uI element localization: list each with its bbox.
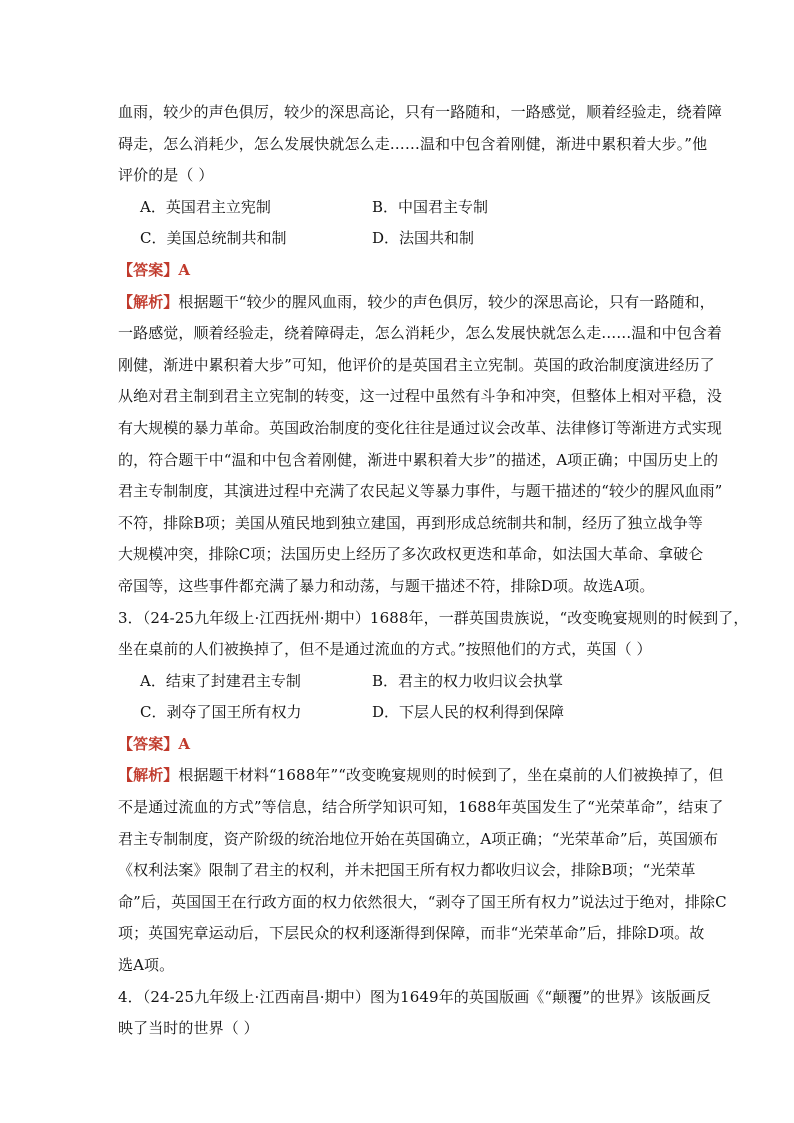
q2-stem-line-1: 血雨，较少的声色俱厉，较少的深思高论，只有一路随和，一路感觉，顺着经验走，绕着障 <box>118 103 723 121</box>
q3-analysis-line-2: 不是通过流血的方式”等信息，结合所学知识可知，1688年英国发生了“光荣革命”，结束了 <box>118 798 724 817</box>
q4-stem-line-1: 4．（24-25九年级上·江西南昌·期中）图为1649年的英国版画《“颠覆”的世界》该版画反 <box>118 987 711 1006</box>
analysis-text: 根据题干“较少的腥风血雨，较少的声色俱厉，较少的深思高论，只有一路随和， <box>178 292 715 311</box>
q2-option-b: B．中国君主专制 <box>372 197 489 216</box>
q3-option-b: B．君主的权力收归议会执掌 <box>372 671 564 690</box>
q2-options-row-2 <box>118 223 678 255</box>
q2-analysis-line-7: 君主专制制度，其演进过程中充满了农民起义等暴力事件，与题干描述的“较少的腥风血雨” <box>118 482 723 501</box>
analysis-text: 根据题干材料“1688年”“改变晚宴规则的时候到了，坐在桌前的人们被换掉了，但 <box>178 766 724 785</box>
q3-analysis-line-5: 命”后，英国国王在行政方面的权力依然很大，“剥夺了国王所有权力”说法过于绝对，排除C <box>118 892 727 911</box>
q3-analysis-line-6: 项；英国宪章运动后，下层民众的权利逐渐得到保障，而非“光荣革命”后，排除D项。故 <box>118 924 705 943</box>
q3-stem-line-2: 坐在桌前的人们被换掉了，但不是通过流血的方式。”按照他们的方式，英国（ ） <box>118 640 652 659</box>
q3-analysis-line-3: 君主专制制度，资产阶级的统治地位开始在英国确立，A项正确；“光荣革命”后，英国颁布 <box>118 829 719 848</box>
q3-stem-line-1: 3．（24-25九年级上·江西抚州·期中）1688年，一群英国贵族说，“改变晚宴规则的时候到了， <box>118 608 749 627</box>
q4-stem-line-2: 映了当时的世界（ ） <box>118 1019 259 1038</box>
answer-value: A <box>178 734 191 753</box>
q3-answer <box>118 729 678 761</box>
analysis-tag: 【解析】 <box>118 292 179 311</box>
q2-option-d: D．法国共和制 <box>372 229 475 248</box>
answer-tag: 【答案】 <box>118 734 179 753</box>
q2-analysis-line-1 <box>118 287 715 319</box>
q2-answer <box>118 255 678 287</box>
document-page <box>118 97 749 1045</box>
answer-value: A <box>178 260 191 279</box>
q2-analysis-line-2: 一路感觉，顺着经验走，绕着障碍走，怎么消耗少，怎么发展快就怎么走……温和中包含着 <box>118 324 723 343</box>
q3-option-c: C．剥夺了国王所有权力 <box>140 703 302 722</box>
question-3 <box>118 603 749 982</box>
q2-analysis-line-5: 有大规模的暴力革命。英国政治制度的变化往往是通过议会改革、法律修订等渐进方式实现 <box>118 418 723 437</box>
question-2 <box>118 97 723 603</box>
q2-stem-line-2: 碍走，怎么消耗少，怎么发展快就怎么走……温和中包含着刚健，渐进中累积着大步。”他 <box>118 134 708 153</box>
q2-analysis-line-4: 从绝对君主制到君主立宪制的转变，这一过程中虽然有斗争和冲突，但整体上相对平稳，没 <box>118 387 723 406</box>
q2-analysis-line-8: 不符，排除B项；美国从殖民地到独立建国，再到形成总统制共和制，经历了独立战争等 <box>118 513 703 532</box>
q2-analysis-line-9: 大规模冲突，排除C项；法国历史上经历了多次政权更迭和革命，如法国大革命、拿破仑 <box>118 545 704 564</box>
q2-option-c: C．美国总统制共和制 <box>140 229 287 248</box>
q3-analysis-line-7: 选A项。 <box>118 956 175 975</box>
q2-option-a: A．英国君主立宪制 <box>140 197 271 216</box>
q2-analysis-line-3: 刚健，渐进中累积着大步”可知，他评价的是英国君主立宪制。英国的政治制度演进经历了 <box>118 355 715 374</box>
q3-option-d: D．下层人民的权利得到保障 <box>372 703 565 722</box>
q2-options-row-1 <box>118 192 678 224</box>
q2-stem-line-3: 评价的是（ ） <box>118 166 214 185</box>
answer-tag: 【答案】 <box>118 260 179 279</box>
q3-option-a: A．结束了封建君主专制 <box>140 671 301 690</box>
q3-analysis-line-4: 《权利法案》限制了君主的权利，并未把国王所有权力都收归议会，排除B项；“光荣革 <box>118 861 696 880</box>
question-4 <box>118 982 711 1045</box>
q3-options-row-2 <box>118 697 678 729</box>
q2-analysis-line-6: 的，符合题干中“温和中包含着刚健，渐进中累积着大步”的描述，A项正确；中国历史上的 <box>118 450 719 469</box>
q3-analysis-line-1 <box>118 760 724 792</box>
q3-options-row-1 <box>118 666 678 698</box>
analysis-tag: 【解析】 <box>118 766 179 785</box>
q2-analysis-line-10: 帝国等，这些事件都充满了暴力和动荡，与题干描述不符，排除D项。故选A项。 <box>118 576 655 595</box>
